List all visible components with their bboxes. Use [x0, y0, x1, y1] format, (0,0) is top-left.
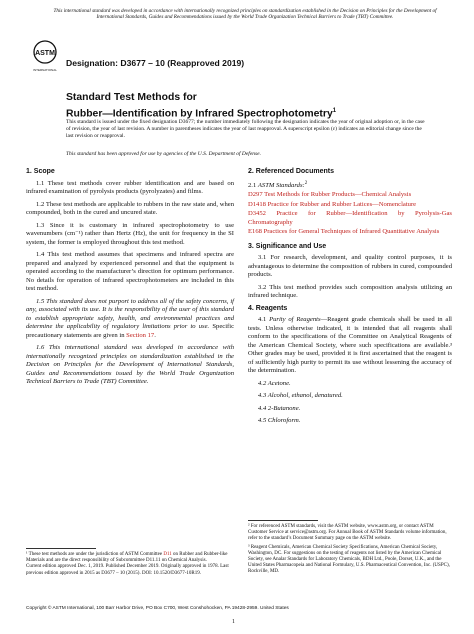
top-notice: This international standard was developed in accordance with internationally recognized principles on standardization established in the Decision on Principles for the Development of International Standards, Guides and Recommendations issued by the World Trade Organization Technical Barriers to Trade (TBT) Committee.	[53, 8, 437, 21]
significance-heading: 3. Significance and Use	[248, 242, 327, 250]
para-3-2: 3.2 This test method provides such composition analysis utilizing an infrared technique.	[248, 283, 452, 300]
para-4-4: 4.4 2-Butanone.	[258, 404, 301, 412]
d11-link[interactable]: D11	[163, 552, 172, 557]
ref-item[interactable]: D297 Test Methods for Rubber Products—Chemical Analysis	[248, 191, 412, 199]
para-4-1: 4.1 Purity of Reagents—Reagent grade chemicals shall be used in all tests. Unless otherwise indicated, it is intended that all reagents shall conform to the specifications of the Committee on Analytical Reagents of the American Chemical Society, where such specifications are available.³ Other grades may be used, provided it is first ascertained that the reagent is of sufficiently high purity to permit its use without lessening the accuracy of the determination.	[248, 316, 452, 375]
referenced-documents-heading: 2. Referenced Documents	[248, 168, 334, 175]
para-4-5: 4.5 Chloroform.	[258, 417, 301, 425]
ref-item[interactable]: E168 Practices for General Techniques of Infrared Quantitative Analysis	[248, 228, 440, 236]
astm-logo	[32, 38, 58, 78]
dod-note: This standard has been approved for use by agencies of the U.S. Department of Defense.	[66, 151, 261, 157]
footnote-1-edition: Current edition approved Dec. 1, 2019. Published December 2019. Originally approved in 1978. Last previous edition approved in 2015 as D3677 – 10 (2015). DOI: 10.1520/D3677-10R19.	[26, 564, 229, 576]
para-1-3: 1.3 Since it is customary in infrared spectrophotometry to use wavenumbers (cm⁻¹) rather than Hertz (Hz), the unit for frequency in the SI system, the former is employed throughout this test method.	[26, 221, 234, 246]
footnote-2: ² For referenced ASTM standards, visit the ASTM website, www.astm.org, or contact ASTM Customer Service at service@astm.org. For Annual Book of ASTM Standards volume information, refer to the standard’s Document Summary page on the ASTM website.	[248, 524, 447, 542]
footnote-divider	[248, 520, 318, 521]
para-3-1: 3.1 For research, development, and quality control purposes, it is advantageous to determine the composition of rubbers in cured, compounded products.	[248, 254, 452, 279]
svg-text:INTERNATIONAL: INTERNATIONAL	[33, 68, 57, 72]
footnote-3: ³ Reagent Chemicals, American Chemical Society Specifications, American Chemical Society, Washington, DC. For suggestions on the testing of reagents not listed by the American Chemical Society, see Analar Standards for Laboratory Chemicals, BDH Ltd., Poole, Dorset, U.K., and the United States Pharmacopeia and National Formulary, U.S. Pharmaceutical Convention, Inc. (USPC), Rockville, MD.	[248, 544, 450, 575]
document-title	[66, 92, 336, 120]
para-1-4: 1.4 This test method assumes that specimens and infrared spectra are prepared and analyzed by experienced personnel and that the equipment is operated according to the manufacturer’s direction for optimum performance. No details for operation of infrared spectrophotometers are included in this test method.	[26, 251, 234, 292]
right-column	[248, 168, 452, 430]
svg-text:ASTM: ASTM	[35, 50, 55, 57]
scope-heading: 1. Scope	[26, 168, 55, 175]
para-1-2: 1.2 These test methods are applicable to rubbers in the raw state and, when compounded, both in the cured and uncured state.	[26, 200, 234, 216]
reagents-heading: 4. Reagents	[248, 304, 288, 312]
ref-item[interactable]: D1418 Practice for Rubber and Rubber Latices—Nomenclature	[248, 200, 417, 208]
standard-note: This standard is issued under the fixed designation D3677; the number immediately following the designation indicates the year of original adoption or, in the case of revision, the year of last revision. A number in parentheses indicates the year of last reapproval. A superscript epsilon (ε) indicates an editorial change since the last revision or reapproval.	[66, 119, 425, 139]
title-line-2: Rubber—Identification by Infrared Spectrophotometry$^1$	[66, 107, 337, 119]
footnote-1: ¹ These test methods are under the jurisdiction of ASTM Committee D11 on Rubber and Rubber-like Materials and are the direct responsibility of Subcommittee D11.11 on Chemical Analysis.	[26, 552, 228, 564]
footnote-right	[248, 520, 452, 576]
copyright-footer: Copyright © ASTM International, 100 Barr Harbor Drive, PO Box C700, West Conshohocken, PA 19428-2959. United States	[26, 606, 289, 611]
para-4-2: 4.2 Acetone.	[258, 379, 291, 387]
page-number: 1	[232, 619, 235, 625]
para-1-5: 1.5 This standard does not purport to address all of the safety concerns, if any, associated with its use. It is the responsibility of the user of this standard to establish appropriate safety, health, and environmental practices and determine the applicability of regulatory limitations prior to use. Specific precautionary statements are given in Section 17.	[26, 297, 234, 339]
footnote-left	[26, 548, 234, 577]
para-1-6: 1.6 This international standard was developed in accordance with internationally recognized principles on standardization established in the Decision on Principles for the Development of International Standards, Guides and Recommendations issued by the World Trade Organization Technical Barriers to Trade (TBT) Committee.	[26, 344, 234, 385]
para-4-3: 4.3 Alcohol, ethanol, denatured.	[258, 392, 343, 400]
section-17-link[interactable]: Section 17	[126, 331, 155, 339]
para-1-1: 1.1 These test methods cover rubber identification and are based on infrared examination of pyrolysis products (pyrolyzates) and films.	[26, 179, 234, 195]
ref-item[interactable]: D3452 Practice for Rubber—Identification by Pyrolysis-Gas Chromatography	[248, 210, 452, 226]
title-line-1: Standard Test Methods for	[66, 92, 197, 103]
designation: Designation: D3677 – 10 (Reapproved 2019)	[66, 58, 245, 68]
ref-2-1: 2.1 ASTM Standards:$^2$	[248, 180, 308, 189]
footnote-divider	[26, 548, 96, 549]
left-column	[26, 168, 234, 391]
